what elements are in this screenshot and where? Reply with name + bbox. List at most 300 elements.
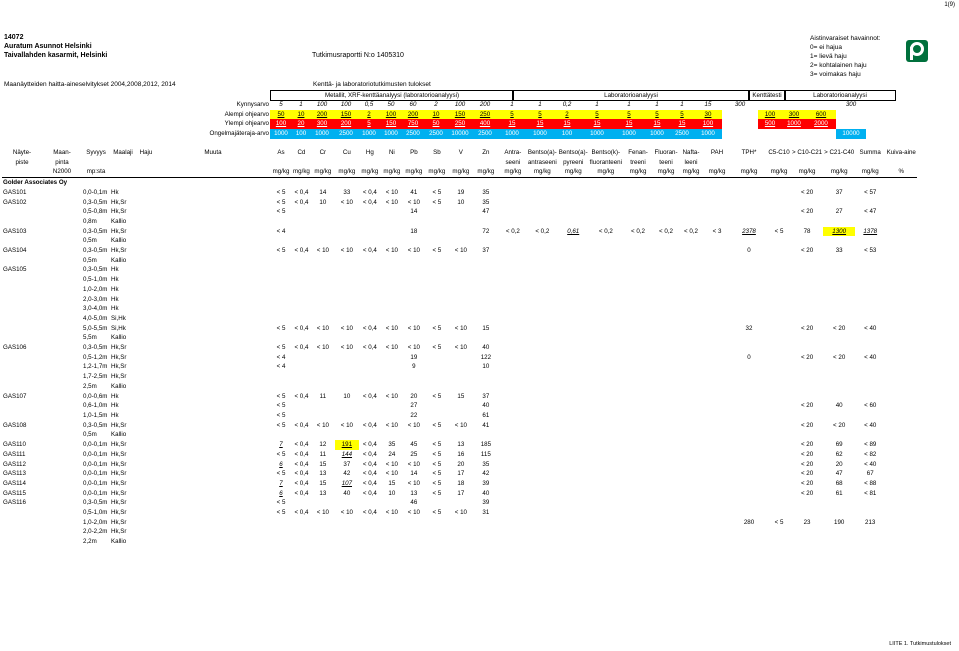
table-cell <box>767 479 791 489</box>
table-cell: Hk <box>111 188 119 196</box>
limit-value: 300 <box>782 110 806 120</box>
limit-value: 100 <box>270 119 292 129</box>
table-cell <box>679 188 703 198</box>
table-cell <box>292 401 311 411</box>
table-cell <box>2 333 42 343</box>
table-cell: 7 <box>279 479 283 487</box>
table-row <box>2 236 917 246</box>
table-cell <box>558 217 589 227</box>
table-cell <box>335 304 359 314</box>
table-cell: < 10 <box>454 324 467 332</box>
table-cell: < 20 <box>800 188 814 196</box>
table-cell <box>311 372 335 382</box>
table-cell <box>359 304 381 314</box>
table-cell <box>703 353 731 363</box>
table-cell <box>623 198 653 208</box>
table-cell: < 10 <box>316 509 329 517</box>
table-cell <box>558 333 589 343</box>
table-cell <box>855 372 885 382</box>
column-header <box>292 158 311 168</box>
table-cell <box>885 537 917 547</box>
table-cell: < 10 <box>385 421 398 429</box>
table-cell: 0,61 <box>567 227 580 235</box>
table-cell <box>589 537 623 547</box>
column-header: > C10-C21 <box>792 149 823 156</box>
limit-value: 30 <box>694 110 722 120</box>
table-cell <box>558 285 589 295</box>
table-cell <box>270 527 292 537</box>
table-cell <box>499 207 527 217</box>
table-cell <box>311 285 335 295</box>
table-cell <box>589 440 623 450</box>
table-cell: 33 <box>343 188 351 196</box>
table-cell <box>703 324 731 334</box>
table-cell: 14 <box>410 208 418 216</box>
column-header: Antra- <box>504 149 522 156</box>
table-cell: < 4 <box>276 353 286 361</box>
table-cell <box>767 295 791 305</box>
table-cell: 39 <box>482 499 490 507</box>
limit-value: 100 <box>554 129 580 139</box>
limit-value: 1000 <box>498 129 526 139</box>
limit-value <box>758 100 782 110</box>
table-cell <box>855 236 885 246</box>
column-header <box>335 158 359 168</box>
table-cell: < 20 <box>800 247 814 255</box>
table-cell <box>42 343 82 353</box>
table-cell <box>156 275 270 285</box>
table-cell <box>885 353 917 363</box>
table-cell <box>767 421 791 431</box>
column-header <box>82 158 110 168</box>
table-cell <box>527 265 558 275</box>
table-cell <box>136 372 156 382</box>
table-cell <box>623 324 653 334</box>
table-row <box>2 382 917 392</box>
table-cell <box>527 246 558 256</box>
table-cell <box>136 537 156 547</box>
table-cell <box>42 372 82 382</box>
table-cell <box>823 392 855 402</box>
table-cell <box>885 324 917 334</box>
table-cell <box>335 498 359 508</box>
table-cell <box>292 498 311 508</box>
table-cell <box>731 440 767 450</box>
column-header: Syvyys <box>86 149 106 156</box>
table-cell <box>473 527 499 537</box>
table-cell <box>156 479 270 489</box>
column-header: As <box>277 149 285 156</box>
table-cell <box>292 382 311 392</box>
table-row <box>2 207 917 217</box>
table-cell: Hk <box>111 266 119 274</box>
table-cell <box>823 275 855 285</box>
table-cell <box>425 304 449 314</box>
limit-value: 200 <box>334 119 358 129</box>
table-cell: < 0,4 <box>294 441 309 449</box>
limit-value: 1 <box>627 101 631 108</box>
table-cell <box>449 217 473 227</box>
table-cell <box>679 275 703 285</box>
table-cell <box>2 382 42 392</box>
table-cell: 0 <box>747 247 751 255</box>
table-cell <box>653 188 679 198</box>
column-header: Haju <box>139 149 153 156</box>
table-cell <box>270 256 292 266</box>
table-cell: 61 <box>835 489 843 497</box>
table-cell <box>731 401 767 411</box>
table-cell: 46 <box>410 499 418 507</box>
table-cell: < 5 <box>276 344 286 352</box>
table-row <box>2 518 917 528</box>
table-cell <box>791 537 823 547</box>
table-cell <box>292 207 311 217</box>
table-cell <box>156 324 270 334</box>
table-cell <box>623 333 653 343</box>
table-cell <box>731 460 767 470</box>
table-cell: < 5 <box>276 392 286 400</box>
header-row-1 <box>2 148 917 158</box>
table-cell: 14 <box>410 470 418 478</box>
table-cell <box>2 285 42 295</box>
table-cell <box>823 236 855 246</box>
table-cell <box>679 411 703 421</box>
table-cell: < 20 <box>800 324 814 332</box>
table-cell <box>653 304 679 314</box>
table-cell <box>823 537 855 547</box>
table-cell: < 0,4 <box>362 509 377 517</box>
table-cell <box>703 217 731 227</box>
table-cell <box>292 527 311 537</box>
table-cell <box>885 198 917 208</box>
page-number: 1(9) <box>944 2 955 8</box>
table-cell <box>855 382 885 392</box>
table-cell <box>42 508 82 518</box>
table-cell <box>292 256 311 266</box>
table-cell <box>791 295 823 305</box>
table-cell <box>703 246 731 256</box>
table-cell: 19 <box>410 353 418 361</box>
table-cell <box>403 430 425 440</box>
table-cell: GAS113 <box>3 470 26 478</box>
table-cell: < 10 <box>385 460 398 468</box>
table-cell <box>703 518 731 528</box>
table-cell: < 20 <box>800 460 814 468</box>
table-cell <box>42 440 82 450</box>
table-row <box>2 469 917 479</box>
table-cell <box>425 333 449 343</box>
table-cell: < 40 <box>864 353 877 361</box>
table-cell: < 0,2 <box>598 227 613 235</box>
table-cell <box>42 479 82 489</box>
limit-value <box>722 110 758 120</box>
table-cell <box>823 508 855 518</box>
table-cell: 10 <box>457 198 465 206</box>
table-cell <box>381 498 403 508</box>
table-cell <box>156 489 270 499</box>
table-cell: 0,6-1,0m <box>83 402 108 410</box>
table-row <box>2 460 917 470</box>
table-cell <box>311 227 335 237</box>
table-cell: 69 <box>835 441 843 449</box>
table-cell <box>499 372 527 382</box>
table-cell: < 10 <box>316 421 329 429</box>
table-cell: Hk,Sr <box>111 518 127 526</box>
table-cell <box>381 227 403 237</box>
table-cell <box>823 362 855 372</box>
table-cell <box>589 392 623 402</box>
table-cell <box>558 275 589 285</box>
column-header: Sb <box>433 149 441 156</box>
table-cell <box>589 333 623 343</box>
table-cell <box>623 527 653 537</box>
table-cell <box>403 265 425 275</box>
limit-value: 0,2 <box>562 101 572 108</box>
table-cell: < 10 <box>407 509 420 517</box>
table-cell <box>653 527 679 537</box>
table-cell <box>558 537 589 547</box>
table-cell: 10 <box>319 198 327 206</box>
table-cell <box>499 353 527 363</box>
table-cell <box>589 295 623 305</box>
table-cell: 9 <box>412 363 416 371</box>
table-cell: Hk <box>111 411 119 419</box>
table-cell <box>679 537 703 547</box>
field-lab-title: Kenttä- ja laboratoriotutkimusten tulokset <box>313 81 431 88</box>
table-cell <box>292 518 311 528</box>
table-cell <box>767 198 791 208</box>
table-cell <box>679 527 703 537</box>
table-cell: Kallio <box>111 538 127 546</box>
table-cell <box>589 207 623 217</box>
table-cell: 7 <box>279 441 283 449</box>
table-cell <box>653 265 679 275</box>
table-cell <box>2 411 42 421</box>
table-cell: < 10 <box>407 421 420 429</box>
table-cell <box>703 285 731 295</box>
limit-value: 50 <box>270 110 292 120</box>
table-cell <box>679 265 703 275</box>
limit-value: 100 <box>454 101 466 108</box>
column-header: mg/kg <box>293 168 310 176</box>
table-cell <box>292 362 311 372</box>
table-cell: Kallio <box>111 217 127 225</box>
table-cell <box>527 508 558 518</box>
table-cell <box>2 207 42 217</box>
table-cell <box>589 411 623 421</box>
table-cell <box>335 314 359 324</box>
table-cell <box>449 285 473 295</box>
column-header: % <box>898 168 904 176</box>
table-cell <box>731 285 767 295</box>
table-row <box>2 440 917 450</box>
table-cell <box>589 246 623 256</box>
table-cell <box>679 324 703 334</box>
table-cell <box>767 246 791 256</box>
table-cell <box>731 188 767 198</box>
table-cell <box>855 285 885 295</box>
header-row-2 <box>2 158 917 168</box>
limit-value: 2500 <box>670 129 694 139</box>
table-cell <box>403 295 425 305</box>
table-cell: < 10 <box>385 324 398 332</box>
limit-value: 15 <box>614 119 644 129</box>
table-cell: < 5 <box>432 247 442 255</box>
table-cell: 13 <box>319 489 327 497</box>
table-cell <box>425 217 449 227</box>
limit-label: Ylempi ohjearvo <box>224 120 269 128</box>
table-cell <box>42 537 82 547</box>
table-cell: 0,5m <box>83 237 97 245</box>
table-cell <box>767 188 791 198</box>
golder-logo-icon <box>906 40 928 62</box>
table-cell <box>42 411 82 421</box>
table-cell <box>381 372 403 382</box>
table-cell: < 47 <box>864 208 877 216</box>
table-cell <box>679 450 703 460</box>
table-cell: 10 <box>482 363 490 371</box>
table-cell <box>359 236 381 246</box>
table-cell <box>731 537 767 547</box>
table-cell <box>653 372 679 382</box>
column-header <box>136 167 156 177</box>
table-cell <box>885 460 917 470</box>
table-cell: < 5 <box>276 402 286 410</box>
table-cell: < 0,4 <box>294 470 309 478</box>
table-cell <box>885 508 917 518</box>
table-cell <box>42 401 82 411</box>
table-cell <box>311 430 335 440</box>
table-cell <box>855 265 885 275</box>
table-cell <box>42 198 82 208</box>
table-cell <box>449 430 473 440</box>
table-cell <box>823 314 855 324</box>
table-cell <box>499 518 527 528</box>
table-cell <box>527 430 558 440</box>
table-cell <box>156 343 270 353</box>
table-cell: < 20 <box>800 208 814 216</box>
table-cell <box>136 217 156 227</box>
table-cell <box>42 217 82 227</box>
table-cell <box>791 198 823 208</box>
table-cell: < 0,2 <box>535 227 550 235</box>
limit-value <box>836 110 866 120</box>
limit-value: 2000 <box>806 119 836 129</box>
table-cell <box>156 246 270 256</box>
table-cell: Hk,Sr <box>111 460 127 468</box>
table-cell <box>527 353 558 363</box>
table-cell <box>311 353 335 363</box>
table-cell <box>731 498 767 508</box>
table-cell <box>156 460 270 470</box>
table-cell <box>449 527 473 537</box>
table-cell: 25 <box>410 450 418 458</box>
table-cell <box>156 527 270 537</box>
table-cell: < 5 <box>774 227 784 235</box>
table-cell <box>623 469 653 479</box>
table-cell <box>527 382 558 392</box>
table-cell: Hk,Sr <box>111 353 127 361</box>
table-cell: 6 <box>279 460 283 468</box>
table-cell <box>527 460 558 470</box>
table-cell: Hk,Sr <box>111 470 127 478</box>
table-cell <box>703 537 731 547</box>
table-row <box>2 450 917 460</box>
table-cell <box>731 198 767 208</box>
table-cell: 2378 <box>742 227 756 235</box>
table-cell <box>136 382 156 392</box>
table-cell: < 0,4 <box>294 479 309 487</box>
table-cell <box>679 421 703 431</box>
table-cell <box>499 362 527 372</box>
limit-value: 2500 <box>424 129 448 139</box>
table-cell <box>449 353 473 363</box>
table-cell <box>767 469 791 479</box>
table-cell: < 10 <box>385 392 398 400</box>
table-cell <box>679 343 703 353</box>
table-cell: < 5 <box>774 518 784 526</box>
table-cell: 0,5-1,0m <box>83 509 108 517</box>
table-cell <box>136 314 156 324</box>
table-cell: GAS102 <box>3 198 27 206</box>
table-cell: GAS116 <box>3 499 26 507</box>
table-cell: < 0,4 <box>294 198 309 206</box>
table-cell <box>767 392 791 402</box>
table-cell: 22 <box>410 411 418 419</box>
table-cell: Hk,Sr <box>111 528 127 536</box>
table-cell <box>292 430 311 440</box>
table-cell <box>731 489 767 499</box>
column-header: mg/kg <box>708 168 726 176</box>
table-cell <box>767 382 791 392</box>
table-cell: 115 <box>480 450 491 458</box>
table-cell <box>136 527 156 537</box>
table-cell <box>653 498 679 508</box>
table-cell: < 10 <box>385 188 398 196</box>
table-cell <box>527 421 558 431</box>
limit-values-table <box>2 100 866 139</box>
column-header: pinta <box>55 158 69 166</box>
table-cell <box>653 207 679 217</box>
table-cell <box>381 518 403 528</box>
limit-value: 2500 <box>472 129 498 139</box>
limit-value: 5 <box>614 110 644 120</box>
table-cell <box>359 295 381 305</box>
table-cell <box>823 411 855 421</box>
table-cell: < 10 <box>340 509 353 517</box>
limit-value: 100 <box>292 129 310 139</box>
table-cell <box>703 469 731 479</box>
table-cell <box>703 508 731 518</box>
table-cell <box>311 362 335 372</box>
table-cell <box>335 382 359 392</box>
table-cell <box>359 498 381 508</box>
table-cell: 0,0-0,6m <box>83 392 108 400</box>
limit-row <box>2 100 866 110</box>
table-cell <box>558 479 589 489</box>
table-cell <box>623 411 653 421</box>
table-cell: 67 <box>866 470 874 478</box>
limit-value: 2 <box>434 101 438 108</box>
table-cell: < 0,4 <box>362 324 377 332</box>
table-cell <box>449 227 473 237</box>
table-cell <box>311 401 335 411</box>
table-cell <box>885 217 917 227</box>
table-cell <box>156 382 270 392</box>
table-cell: Kallio <box>111 334 127 342</box>
table-cell <box>42 362 82 372</box>
table-cell <box>359 285 381 295</box>
